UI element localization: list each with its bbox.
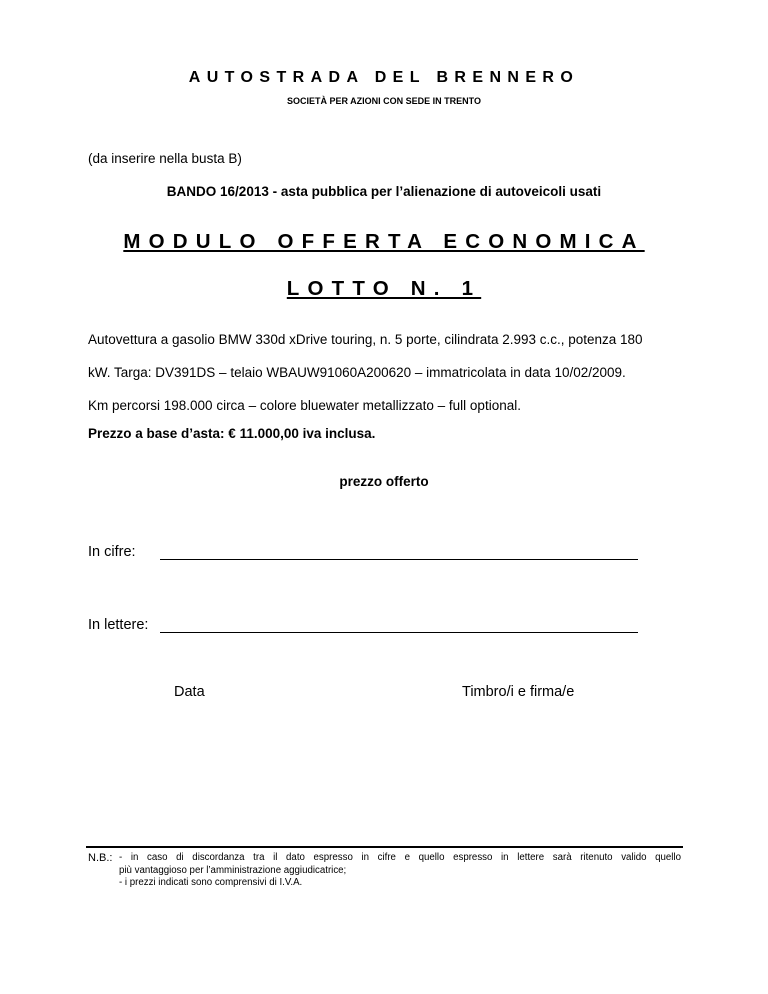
footnote-line-3: - i prezzi indicati sono comprensivi di I.V.A. [119, 877, 303, 888]
base-price: Prezzo a base d’asta: € 11.000,00 iva inclusa. [88, 426, 376, 441]
description-line-2: kW. Targa: DV391DS – telaio WBAUW91060A200620 – immatricolata in data 10/02/2009. [88, 365, 626, 380]
company-name: AUTOSTRADA DEL BRENNERO [188, 69, 580, 86]
cifre-input-line[interactable] [160, 559, 638, 560]
form-title: MODULO OFFERTA ECONOMICA [123, 230, 645, 253]
lettere-input-line[interactable] [160, 632, 638, 633]
envelope-note: (da inserire nella busta B) [88, 151, 242, 166]
footnote-line-2: più vantaggioso per l’amministrazione aggiudicatrice; [119, 864, 347, 876]
lettere-label: In lettere: [88, 617, 149, 633]
date-label: Data [174, 684, 205, 700]
signature-label: Timbro/i e firma/e [462, 684, 575, 700]
footnote-prefix: N.B.: [88, 852, 113, 864]
bando-title: BANDO 16/2013 - asta pubblica per l’alienazione di autoveicoli usati [166, 184, 602, 199]
offered-price-heading: prezzo offerto [339, 474, 429, 489]
company-subtitle: SOCIETÀ PER AZIONI CON SEDE IN TRENTO [286, 96, 482, 106]
description-line-3: Km percorsi 198.000 circa – colore bluewater metallizzato – full optional. [88, 398, 521, 413]
description-line-1: Autovettura a gasolio BMW 330d xDrive touring, n. 5 porte, cilindrata 2.993 c.c., potenza 180 [88, 332, 643, 347]
cifre-label: In cifre: [88, 544, 136, 560]
footnote-divider [86, 846, 683, 848]
lot-title: LOTTO N. 1 [286, 277, 482, 300]
footnote-line-1: - in caso di discordanza tra il dato espresso in cifre e quello espresso in lettere sarà ritenuto valido quello [119, 852, 681, 863]
footnote-body [119, 852, 681, 890]
